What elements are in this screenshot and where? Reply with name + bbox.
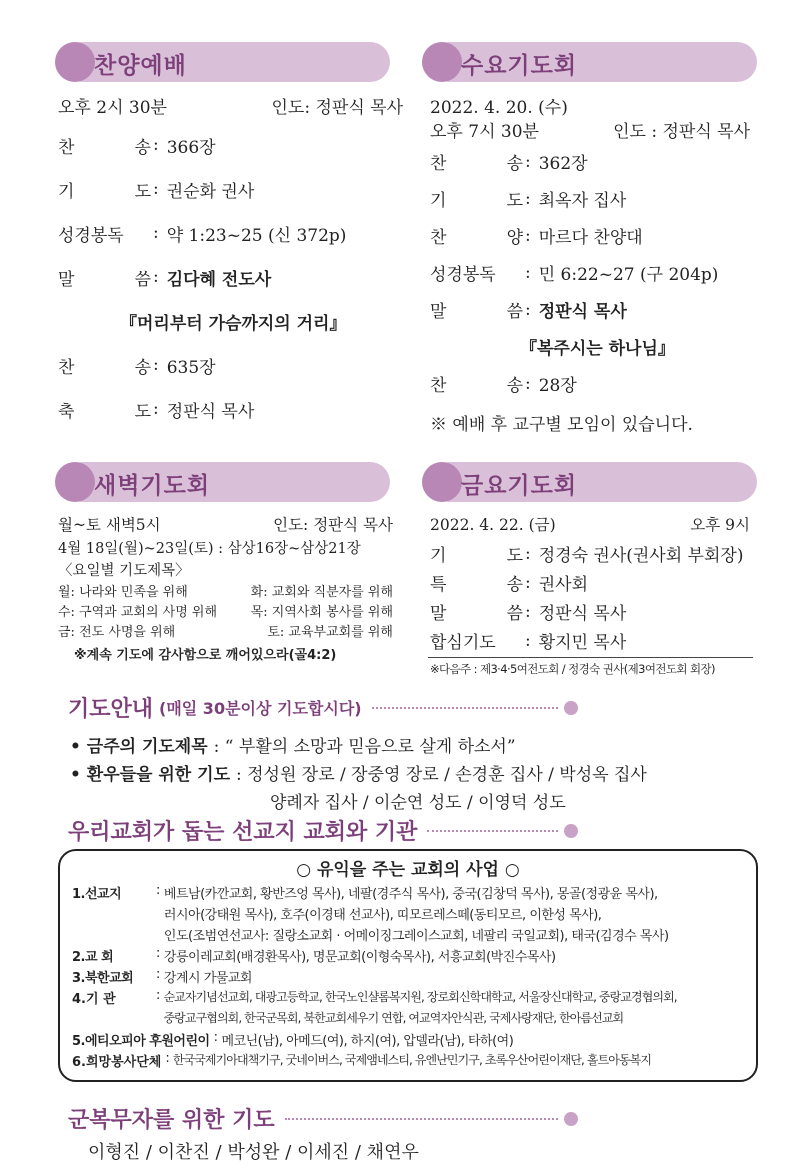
order-row: 기 도 : 권순화 권사	[58, 179, 255, 202]
order-row: 말 씀 : 정판식 목사	[430, 601, 627, 624]
sermon-title-row	[58, 299, 403, 343]
dotted-leader	[372, 707, 558, 709]
order-row: 찬 송 : 366장	[58, 135, 216, 158]
military-title: 군복무자를 위한 기도	[68, 1108, 275, 1133]
missions-list	[72, 883, 752, 1072]
order-row: 찬 송 : 362장	[430, 151, 588, 174]
military-heading	[68, 1103, 578, 1134]
wednesday-date: 2022. 4. 20. (수)	[430, 98, 568, 118]
topic-row: 금: 전도 사명을 위해 토: 교육부교회를 위해	[58, 625, 393, 640]
prayer-item: • 금주의 기도제목 : “ 부활의 소망과 믿음으로 살게 하소서”	[70, 736, 516, 757]
prayer-guide-heading	[68, 692, 578, 723]
dawn-verse: ※계속 기도에 감사함으로 깨어있으라(골4:2)	[74, 647, 337, 663]
sermon-title-row	[430, 328, 750, 365]
header-circle	[55, 462, 95, 502]
friday-service	[430, 513, 750, 655]
sermon-preacher: 정판식 목사	[538, 302, 627, 322]
order-row: 찬 송 : 635장	[58, 355, 216, 378]
header-circle	[422, 42, 462, 82]
dawn-service	[58, 513, 393, 665]
sunday-title: 찬양예배	[94, 53, 187, 79]
order-row: 찬 송 : 28장	[430, 373, 577, 396]
dawn-topics-title: 〈요일별 기도제목〉	[58, 563, 190, 579]
header-circle	[422, 462, 462, 502]
friday-note: ※다음주 : 제3·4·5여전도회 / 정경숙 권사(제3여전도회 회장)	[430, 662, 715, 676]
sermon-title: 『머리부터 가슴까지의 거리』	[120, 313, 347, 334]
wednesday-note: ※ 예배 후 교구별 모임이 있습니다.	[430, 414, 693, 435]
prayer-guide-list	[70, 730, 760, 814]
order-row: 성경봉독 : 민 6:22~27 (구 204p)	[430, 262, 719, 285]
order-row: 성경봉독 : 약 1:23~25 (신 372p)	[58, 223, 347, 246]
topic-row: 수: 구역과 교회의 사명 위해 목: 지역사회 봉사를 위해	[58, 605, 393, 620]
bullet-dot	[564, 1112, 578, 1126]
mission-row: 4.기 관 : 순교자기념선교회, 대광고등학교, 한국노인샬롬복지원, 장로회신학대학교, 서울장신대학교, 중랑교경협의회, 중랑교구협의회, 한국군목회, 북한교회세우기 연합, 여교역자안식관, 국제사랑재단, 한아름선교회	[72, 988, 677, 1025]
dawn-days: 월~토 새벽5시	[58, 516, 161, 534]
divider	[428, 657, 753, 658]
sermon-title: 『복주시는 하나님』	[520, 339, 675, 359]
sermon-preacher: 김다혜 전도사	[166, 269, 272, 290]
order-row: 말 씀 : 정판식 목사	[430, 291, 750, 328]
missions-box	[58, 849, 758, 1082]
bullet-dot	[564, 824, 578, 838]
header-circle	[55, 42, 95, 82]
military-names: 이형진 / 이찬진 / 박성완 / 이세진 / 채연우	[88, 1142, 419, 1163]
prayer-item-continuation: 양례자 집사 / 이순연 성도 / 이영덕 성도	[270, 792, 566, 813]
mission-row: 5.에티오피아 후원어린이 : 메코닌(남), 아메드(여), 하지(여), 압델라(남), 타하(여)	[72, 1030, 514, 1049]
mission-row: 1.선교지 : 베트남(카깐교회, 황반즈엉 목사), 네팔(경주식 목사), 중국(김창덕 목사), 몽골(정광윤 목사), 러시아(강태원 목사), 호주(이경태 선교사), 띠모르레스떼(동티모르, 이한성 목사), 인도(조범연선교사: 질랑소교회 · 어메이징그레이스교회, 네팔리 국일교회), 태국(김경수 목사)	[72, 883, 669, 944]
order-row: 기 도 : 정경숙 권사(권사회 부회장)	[430, 543, 744, 566]
prayer-item: • 환우들을 위한 기도 : 정성원 장로 / 장중영 장로 / 손경훈 집사 / 박성옥 집사	[70, 764, 647, 785]
missions-heading	[68, 815, 578, 846]
dawn-title: 새벽기도회	[94, 473, 211, 499]
prayer-guide-subtitle: (매일 30분이상 기도합시다)	[159, 699, 362, 718]
topic-row: 월: 나라와 민족을 위해 화: 교회와 직분자를 위해	[58, 585, 393, 600]
wednesday-time: 오후 7시 30분	[430, 122, 539, 142]
sunday-time: 오후 2시 30분	[58, 98, 167, 118]
order-row: 합심기도 : 황지민 목사	[430, 630, 627, 653]
mission-row: 6.희망봉사단체 : 한국국제기아대책기구, 굿네이버스, 국제앰네스티, 유엔난민기구, 초록우산어린이재단, 홀트아동복지	[72, 1051, 652, 1070]
dotted-leader	[427, 830, 558, 832]
order-row: 기 도 : 최옥자 집사	[430, 188, 627, 211]
missions-box-title: ○ 유익을 주는 교회의 사업 ○	[296, 860, 520, 880]
order-row: 찬 양 : 마르다 찬양대	[430, 225, 643, 248]
mission-row: 2.교 회 : 강릉이레교회(배경환목사), 명문교회(이형숙목사), 서흥교회(박진수목사)	[72, 946, 556, 965]
friday-time: 오후 9시	[690, 516, 750, 534]
dotted-leader	[285, 1118, 558, 1120]
order-row: 말 씀 : 김다혜 전도사	[58, 255, 403, 299]
prayer-guide-title: 기도안내	[68, 697, 154, 722]
missions-title: 우리교회가 돕는 선교지 교회와 기관	[68, 820, 418, 845]
dawn-leader: 인도: 정판식 목사	[273, 516, 393, 534]
dawn-range: 4월 18일(월)~23일(토) : 삼상16장~삼상21장	[58, 541, 361, 557]
order-row: 특 송 : 권사회	[430, 572, 589, 595]
wednesday-service	[430, 93, 750, 442]
wednesday-title: 수요기도회	[461, 53, 578, 79]
sunday-leader: 인도: 정판식 목사	[271, 98, 403, 118]
friday-title: 금요기도회	[461, 473, 578, 499]
order-row: 축 도 : 정판식 목사	[58, 399, 255, 422]
bullet-dot	[564, 701, 578, 715]
sunday-service	[58, 93, 403, 431]
mission-row: 3.북한교회 : 강계시 가물교회	[72, 967, 252, 986]
wednesday-leader: 인도 : 정판식 목사	[613, 122, 750, 142]
friday-date: 2022. 4. 22. (금)	[430, 516, 556, 534]
